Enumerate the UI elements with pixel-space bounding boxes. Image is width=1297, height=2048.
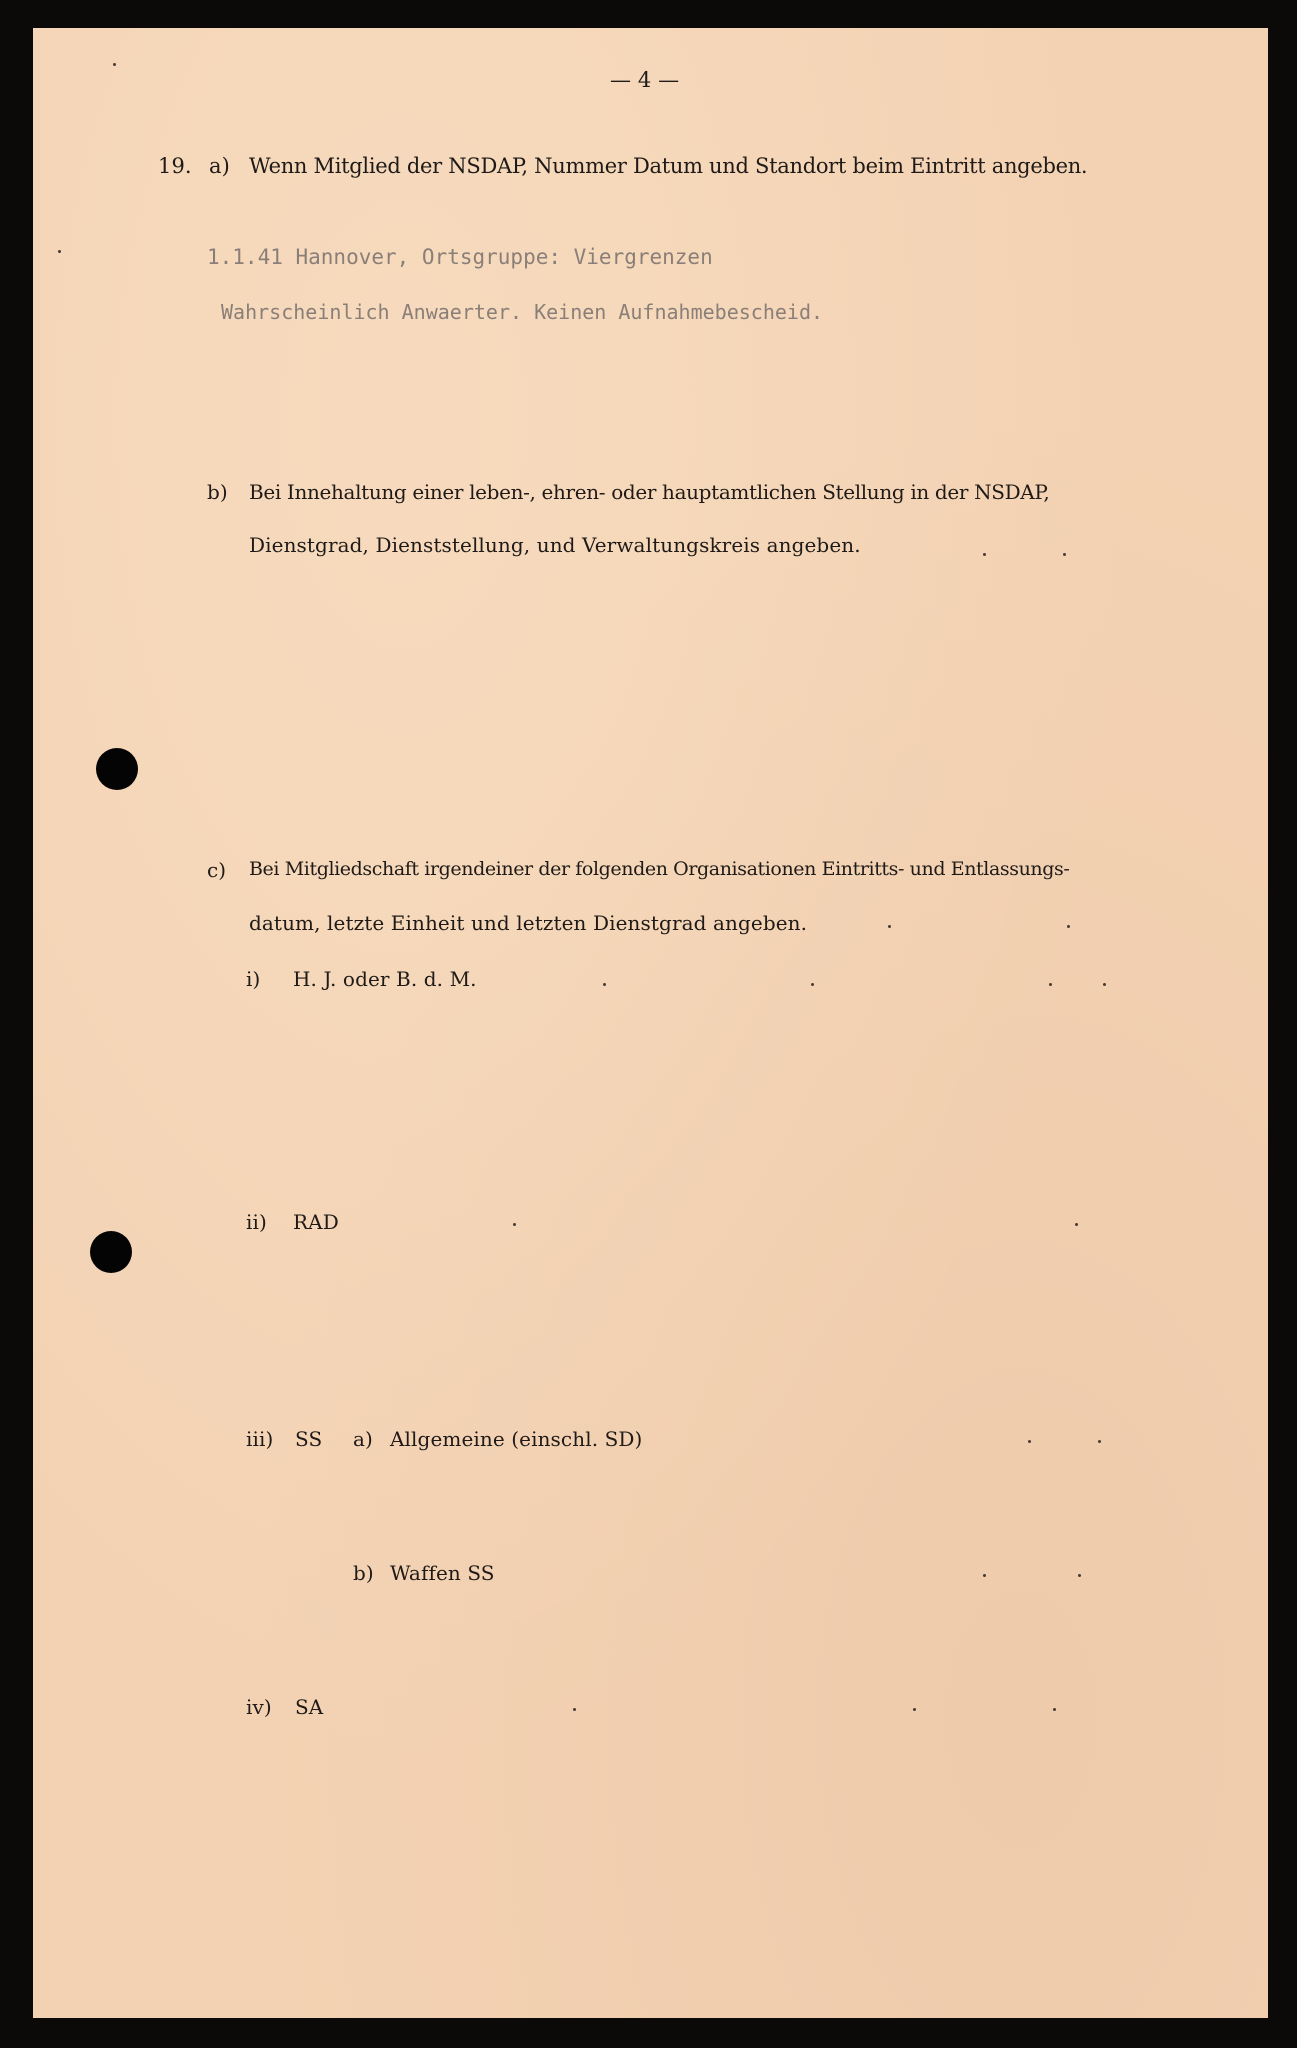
paper-speck bbox=[113, 63, 116, 66]
paper-speck bbox=[811, 983, 814, 986]
paper-speck bbox=[1067, 925, 1070, 928]
page-number: — 4 — bbox=[610, 68, 680, 92]
typed-answer-line-1: 1.1.41 Hannover, Ortsgruppe: Viergrenzen bbox=[207, 245, 713, 269]
question-b-text-line-2: Dienstgrad, Dienststellung, und Verwaltungskreis angeben. bbox=[249, 533, 861, 557]
item-waffen-ss-label: b) bbox=[353, 1561, 374, 1585]
paper-speck bbox=[1078, 1574, 1081, 1577]
item-rad-text: RAD bbox=[293, 1210, 339, 1234]
item-ss-text: SS bbox=[295, 1427, 323, 1451]
item-sa-label: iv) bbox=[246, 1695, 272, 1719]
question-a-label: a) bbox=[209, 154, 230, 178]
paper-speck bbox=[983, 1574, 986, 1577]
question-c-text-line-2: datum, letzte Einheit und letzten Dienstgrad angeben. bbox=[249, 911, 808, 935]
item-ss-a-text: Allgemeine (einschl. SD) bbox=[390, 1427, 643, 1451]
document-page bbox=[33, 28, 1268, 2018]
question-c-label: c) bbox=[207, 858, 227, 882]
paper-speck bbox=[1053, 1708, 1056, 1711]
punch-hole-top bbox=[96, 748, 138, 790]
item-ss-label: iii) bbox=[246, 1427, 274, 1451]
paper-speck bbox=[1103, 983, 1106, 986]
item-sa-text: SA bbox=[295, 1695, 324, 1719]
question-b-label: b) bbox=[207, 480, 228, 504]
paper-speck bbox=[888, 925, 891, 928]
paper-speck bbox=[1063, 553, 1066, 556]
item-rad-label: ii) bbox=[246, 1210, 267, 1234]
question-c-text-line-1: Bei Mitgliedschaft irgendeiner der folgenden Organisationen Eintritts- und Entlassungs- bbox=[249, 858, 1070, 880]
paper-speck bbox=[1049, 983, 1052, 986]
paper-speck bbox=[573, 1708, 576, 1711]
paper-speck bbox=[513, 1223, 516, 1226]
question-number: 19. bbox=[158, 154, 192, 178]
paper-speck bbox=[1075, 1223, 1078, 1226]
item-hj-label: i) bbox=[246, 967, 261, 991]
typed-answer-line-2: Wahrscheinlich Anwaerter. Keinen Aufnahmebescheid. bbox=[221, 300, 824, 324]
question-a-text: Wenn Mitglied der NSDAP, Nummer Datum und Standort beim Eintritt angeben. bbox=[249, 154, 1088, 178]
item-ss-a-label: a) bbox=[353, 1427, 373, 1451]
paper-speck bbox=[1098, 1440, 1101, 1443]
paper-speck bbox=[58, 250, 61, 253]
item-waffen-ss-text: Waffen SS bbox=[390, 1561, 495, 1585]
paper-speck bbox=[983, 553, 986, 556]
paper-speck bbox=[913, 1708, 916, 1711]
paper-speck bbox=[603, 983, 606, 986]
paper-speck bbox=[1028, 1440, 1031, 1443]
question-b-text-line-1: Bei Innehaltung einer leben-, ehren- oder hauptamtlichen Stellung in der NSDAP, bbox=[249, 480, 1050, 504]
item-hj-text: H. J. oder B. d. M. bbox=[293, 967, 477, 991]
punch-hole-bottom bbox=[90, 1231, 132, 1273]
